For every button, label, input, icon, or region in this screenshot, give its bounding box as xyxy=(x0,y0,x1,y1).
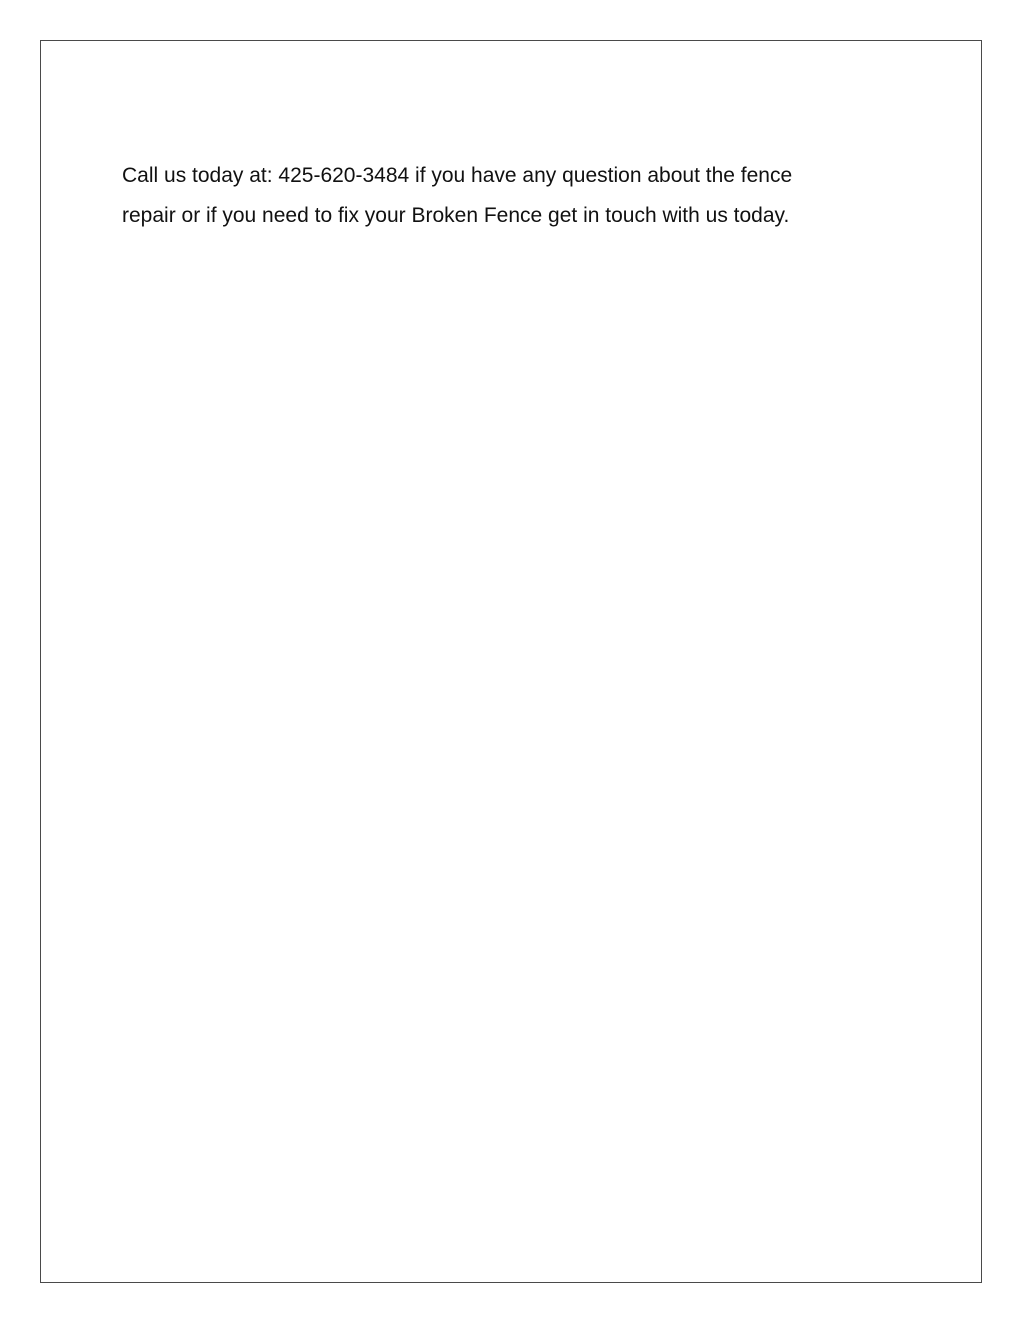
document-page xyxy=(40,40,982,1283)
paragraph-line-2: repair or if you need to fix your Broken Fence get in touch with us today. xyxy=(122,204,790,227)
paragraph-line-1: Call us today at: 425-620-3484 if you have any question about the fence xyxy=(122,164,793,187)
contact-paragraph xyxy=(122,156,902,236)
